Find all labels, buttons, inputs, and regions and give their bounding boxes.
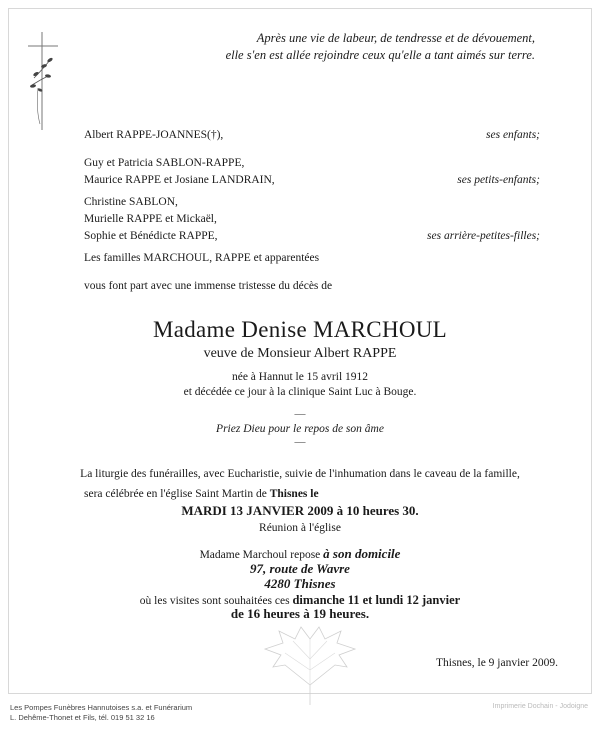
visits-hours: de 16 heures à 19 heures. [230,606,370,621]
separator-bottom: — [294,436,306,448]
intro-line-1: Après une vie de labeur, de tendresse et de dévouement, [256,31,535,45]
liturgy-place: Thisnes le [269,488,319,500]
separator-top: — [294,408,306,420]
rest-street: 97, route de Wavre [250,561,350,576]
visits-prefix: où les visites sont souhaitées ces [139,595,293,607]
family-row-children [84,127,540,144]
rest-city: 4280 Thisnes [264,576,336,591]
footer-line-2: L. Dehême-Thonet et Fils, tél. 019 51 32 16 [10,713,155,722]
funeral-date-time: MARDI 13 JANVIER 2009 à 10 heures 30. [181,503,419,518]
intro-line-2: elle s'en est allée rejoindre ceux qu'elle a tant aimés sur terre. [225,48,535,62]
intro-text [205,30,535,64]
rest-home: à son domicile [323,546,401,561]
family-name: Sophie et Bénédicte RAPPE, [84,230,218,242]
liturgy-church: sera célébrée en l'église Saint Martin de [84,488,270,500]
visits-days: dimanche 11 et lundi 12 janvier [292,593,461,607]
family-name: Guy et Patricia SABLON-RAPPE, [84,157,245,169]
deceased-widow: veuve de Monsieur Albert RAPPE [203,346,397,361]
maple-leaf-icon [255,625,365,710]
families-line: Les familles MARCHOUL, RAPPE et apparentées [84,252,320,264]
meeting-line: Réunion à l'église [259,522,341,534]
deceased-born: née à Hannut le 15 avril 1912 [231,371,369,383]
rest-prefix: Madame Marchoul repose [199,549,324,561]
family-relation: ses arrière-petites-filles; [427,230,540,242]
family-name: Murielle RAPPE et Mickaël, [84,213,217,225]
family-row-grandchildren [84,155,540,189]
family-name: Albert RAPPE-JOANNES(†), [84,129,224,141]
footer-line-1: Les Pompes Funèbres Hannutoises s.a. et Funérarium [10,703,193,712]
deceased-name: Madame Denise MARCHOUL [152,317,448,342]
place-date: Thisnes, le 9 janvier 2009. [435,657,558,669]
announce-line: vous font part avec une immense tristesse du décès de [84,280,333,292]
cross-flower-icon [24,30,64,140]
prayer-line: Priez Dieu pour le repos de son âme [216,423,384,435]
printer-credit: Imprimerie Dochain - Jodoigne [492,703,588,710]
deceased-died: et décédée ce jour à la clinique Saint Luc à Bouge. [183,386,417,398]
family-relation: ses enfants; [486,129,540,141]
liturgy-line-1: La liturgie des funérailles, avec Eucharistie, suivie de l'inhumation dans le caveau de la famille, [80,468,520,480]
family-row-great-grandchildren [84,194,540,245]
funeral-home-footer [10,703,192,723]
family-name: Maurice RAPPE et Josiane LANDRAIN, [84,174,275,186]
family-relation: ses petits-enfants; [457,174,540,186]
liturgy-line-2 [84,486,319,502]
family-name: Christine SABLON, [84,196,178,208]
